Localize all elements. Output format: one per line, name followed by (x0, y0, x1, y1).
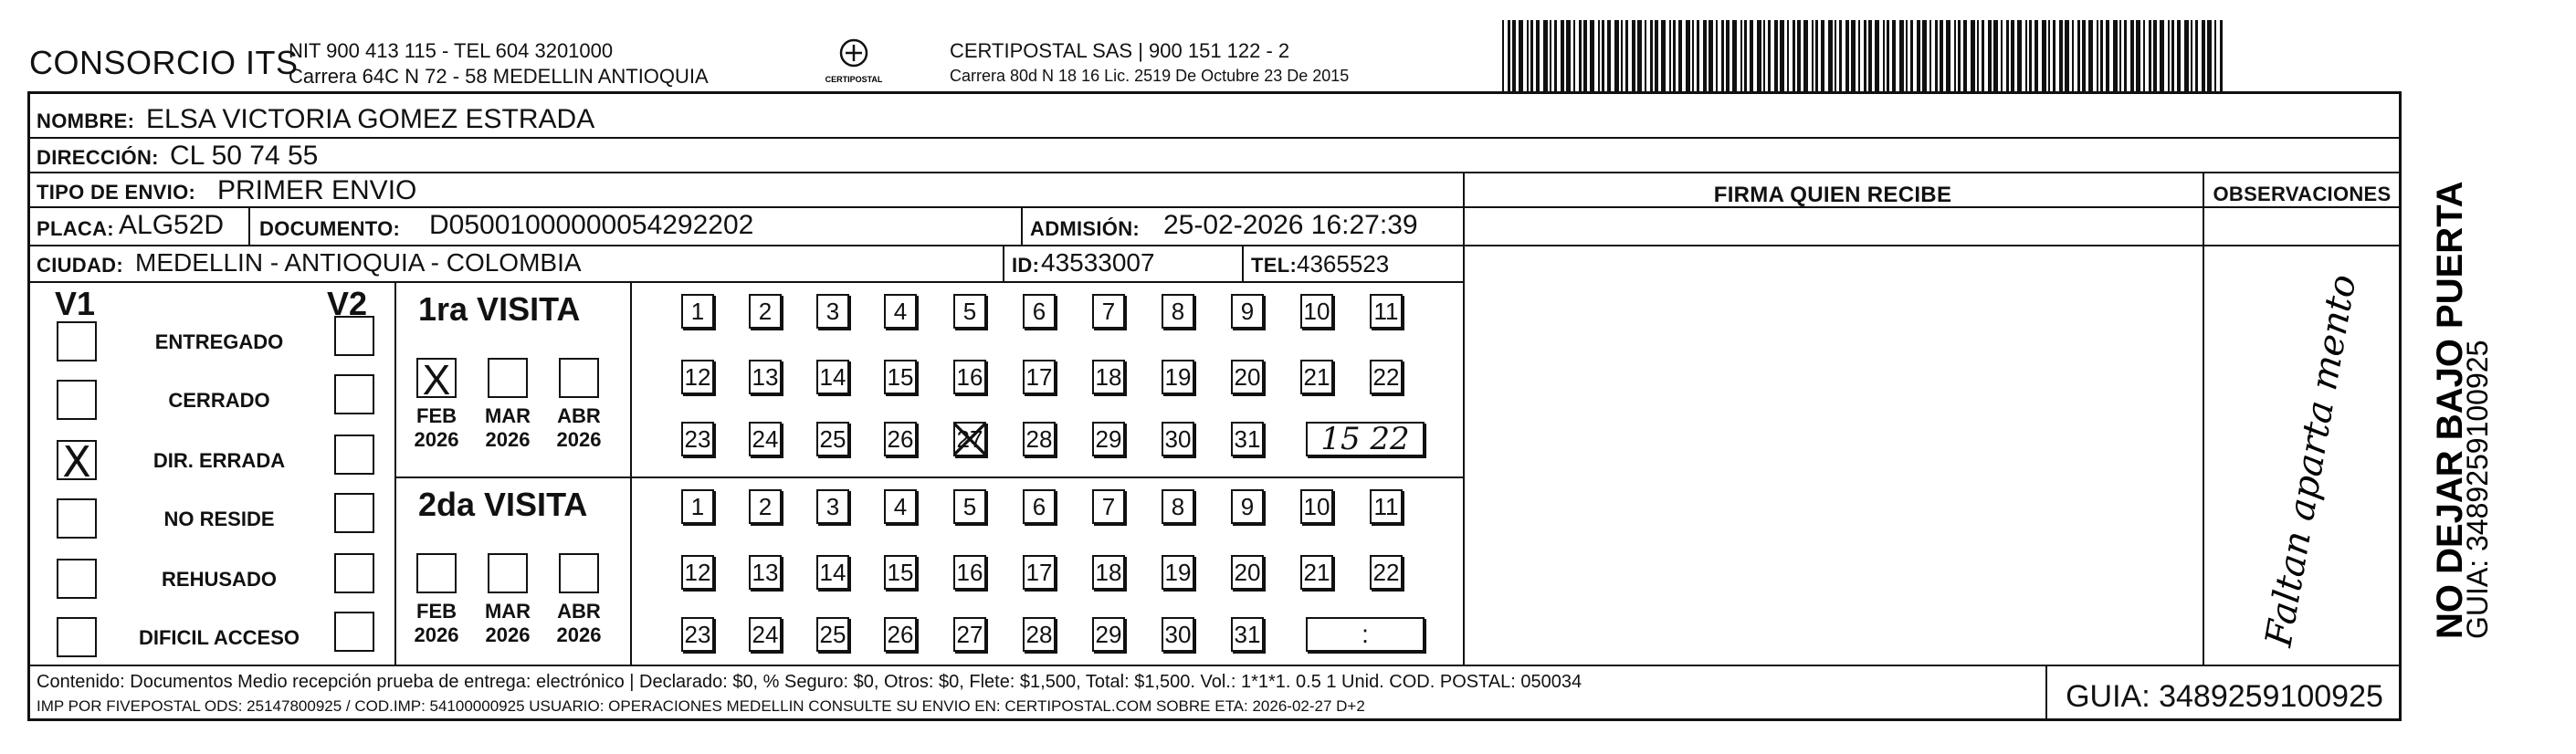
tipo-envio-value: PRIMER ENVIO (217, 175, 417, 205)
month-checkbox[interactable]: X (416, 358, 457, 398)
barcode-bar (1971, 20, 1975, 93)
month-year: 2026 (556, 428, 602, 451)
barcode-bar (2088, 20, 2093, 93)
barcode-bar (1637, 20, 1642, 93)
barcode-bar (2177, 20, 2181, 93)
barcode-bar (1910, 20, 1913, 93)
v1-checkbox[interactable] (57, 559, 97, 599)
barcode-bar (1780, 20, 1784, 93)
barcode-bar (2171, 20, 2174, 93)
barcode-bar (1958, 20, 1961, 93)
barcode-bar (2053, 20, 2056, 93)
day-box[interactable]: 24 (749, 617, 782, 652)
barcode (1502, 20, 2225, 93)
barcode-bar (2048, 20, 2050, 93)
visit-title: 1ra VISITA (418, 290, 581, 328)
v1-label: V1 (55, 285, 96, 322)
barcode-bar (2097, 20, 2098, 93)
barcode-bar (1993, 20, 1998, 93)
barcode-bar (1940, 20, 1943, 93)
day-box[interactable]: 30 (1162, 617, 1194, 652)
barcode-bar (1812, 20, 1814, 93)
barcode-bar (1835, 20, 1836, 93)
nombre-label: NOMBRE: (37, 110, 135, 132)
license-line: Carrera 80d N 18 16 Lic. 2519 De Octubre 23 De 2015 (950, 67, 1350, 85)
barcode-bar (1906, 20, 1908, 93)
day-box[interactable]: 8 (1162, 294, 1194, 329)
certipostal-logo (826, 35, 881, 89)
barcode-bar (1868, 20, 1872, 93)
barcode-bar (1673, 20, 1676, 93)
barcode-bar (2082, 20, 2086, 93)
barcode-bar (1566, 20, 1571, 93)
observaciones-label: OBSERVACIONES (2213, 183, 2392, 205)
day-box[interactable]: 11 (1370, 294, 1403, 329)
barcode-bar (1922, 20, 1927, 93)
guia-box: GUIA: 3489259100925 (2045, 672, 2402, 721)
barcode-bar (1590, 20, 1594, 93)
side-guia: GUIA: 3489259100925 (2461, 340, 2494, 639)
day-box[interactable]: 3 (816, 489, 849, 524)
ciudad-label: CIUDAD: (37, 254, 123, 277)
barcode-bar (2153, 20, 2157, 93)
barcode-bar (1875, 20, 1879, 93)
barcode-bar (1797, 20, 1801, 93)
status-label: REHUSADO (162, 568, 277, 591)
v1-checkbox[interactable] (57, 380, 97, 420)
barcode-bar (1883, 20, 1885, 93)
day-box[interactable]: 4 (884, 489, 917, 524)
barcode-bar (1625, 20, 1628, 93)
barcode-bar (1963, 20, 1967, 93)
barcode-bar (1721, 20, 1724, 93)
barcode-bar (1892, 20, 1896, 93)
v1-checkbox[interactable] (57, 617, 97, 657)
day-box[interactable]: 12 (681, 360, 714, 394)
barcode-bar (2100, 20, 2103, 93)
status-label: NO RESIDE (163, 508, 275, 530)
barcode-bar (1703, 20, 1707, 93)
day-box[interactable]: 7 (1092, 294, 1125, 329)
barcode-bar (2113, 20, 2118, 93)
month-year: 2026 (556, 623, 602, 646)
barcode-bar (1527, 20, 1529, 93)
barcode-bar (1946, 20, 1950, 93)
barcode-bar (1839, 20, 1842, 93)
barcode-bar (1536, 20, 1540, 93)
barcode-bar (2191, 20, 2192, 93)
visit-title: 2da VISITA (418, 486, 588, 523)
barcode-bar (1864, 20, 1866, 93)
time-box[interactable]: 15 22 (1306, 422, 1425, 456)
ciudad-value: MEDELLIN - ANTIOQUIA - COLOMBIA (135, 248, 582, 277)
barcode-bar (2160, 20, 2164, 93)
day-box[interactable]: 7 (1092, 489, 1125, 524)
barcode-bar (1602, 20, 1604, 93)
direccion-label: DIRECCIÓN: (37, 146, 159, 169)
barcode-bar (2072, 20, 2074, 93)
barcode-bar (2149, 20, 2151, 93)
barcode-bar (1740, 20, 1742, 93)
barcode-bar (1726, 20, 1730, 93)
barcode-bar (1917, 20, 1920, 93)
direccion-value: CL 50 74 55 (170, 141, 319, 171)
barcode-bar (2130, 20, 2134, 93)
v2-checkbox[interactable] (334, 612, 374, 652)
day-box[interactable]: 16 (953, 555, 986, 590)
tel-label: TEL: (1251, 254, 1298, 277)
company-name: CONSORCIO ITS (29, 44, 299, 81)
barcode-bar (1632, 20, 1635, 93)
barcode-bar (1598, 20, 1600, 93)
barcode-bar (1763, 20, 1765, 93)
barcode-bar (1686, 20, 1690, 93)
v2-checkbox[interactable] (334, 493, 374, 533)
day-box[interactable]: 12 (681, 555, 714, 590)
barcode-bar (1899, 20, 1904, 93)
barcode-bar (1508, 20, 1510, 93)
day-box[interactable]: 26 (884, 422, 917, 456)
barcode-bar (1621, 20, 1623, 93)
month-label: MAR (484, 600, 531, 623)
barcode-bar (1607, 20, 1611, 93)
barcode-bar (2001, 20, 2003, 93)
id-label: ID: (1012, 254, 1040, 277)
day-box[interactable]: 2 (749, 489, 782, 524)
barcode-bar (2017, 20, 2022, 93)
day-box[interactable]: 25 (816, 422, 849, 456)
day-box[interactable]: 20 (1231, 555, 1264, 590)
status-label: ENTREGADO (154, 330, 284, 353)
day-box[interactable]: 29 (1092, 617, 1125, 652)
observation-handwritten (2237, 271, 2365, 657)
placa-label: PLACA: (37, 217, 114, 240)
barcode-bar (1573, 20, 1575, 93)
day-box[interactable]: 21 (1300, 360, 1333, 394)
day-box[interactable]: 31 (1231, 617, 1264, 652)
barcode-bar (2207, 20, 2212, 93)
barcode-bar (1887, 20, 1889, 93)
time-box[interactable]: : (1306, 617, 1425, 652)
day-box[interactable]: 8 (1162, 489, 1194, 524)
month-year: 2026 (414, 428, 459, 451)
day-box[interactable]: 23 (681, 617, 714, 652)
barcode-bar (1982, 20, 1984, 93)
day-box[interactable]: 28 (1023, 617, 1056, 652)
status-label: DIFICIL ACCESO (138, 626, 300, 649)
day-box[interactable]: 4 (884, 294, 917, 329)
month-checkbox[interactable] (559, 553, 599, 593)
day-box[interactable]: 5 (953, 294, 986, 329)
barcode-bar (2168, 20, 2170, 93)
status-label: DIR. ERRADA (152, 449, 286, 472)
barcode-bar (1858, 20, 1860, 93)
barcode-bar (2202, 20, 2205, 93)
no-dejar-warning: NO DEJAR BAJO PUERTA (2430, 181, 2470, 639)
day-box[interactable]: 1 (681, 294, 714, 329)
barcode-bar (2143, 20, 2145, 93)
barcode-bar (1821, 20, 1824, 93)
month-checkbox[interactable] (559, 358, 599, 398)
barcode-bar (1954, 20, 1956, 93)
barcode-bar (1803, 20, 1808, 93)
month-label: FEB (416, 600, 457, 623)
barcode-bar (1845, 20, 1849, 93)
day-box[interactable]: 1 (681, 489, 714, 524)
svg-text:CERTIPOSTAL: CERTIPOSTAL (825, 75, 883, 84)
barcode-bar (2065, 20, 2069, 93)
barcode-bar (1554, 20, 1557, 93)
day-box[interactable]: 19 (1162, 360, 1194, 394)
barcode-bar (1561, 20, 1564, 93)
documento-value: D05001000000054292202 (429, 210, 754, 240)
month-label: FEB (416, 404, 457, 427)
tipo-envio-label: TIPO DE ENVIO: (37, 181, 196, 204)
day-box[interactable]: 18 (1092, 360, 1125, 394)
day-box[interactable]: 13 (749, 555, 782, 590)
month-checkbox[interactable] (416, 553, 457, 593)
barcode-bar (1977, 20, 1979, 93)
day-box[interactable]: 28 (1023, 422, 1056, 456)
barcode-bar (1787, 20, 1789, 93)
day-box[interactable]: 18 (1092, 555, 1125, 590)
month-year: 2026 (485, 428, 531, 451)
day-box[interactable]: 10 (1300, 489, 1333, 524)
barcode-bar (1692, 20, 1694, 93)
day-box[interactable]: 22 (1370, 360, 1403, 394)
day-box[interactable]: 15 (884, 555, 917, 590)
barcode-bar (1929, 20, 1931, 93)
barcode-bar (2029, 20, 2032, 93)
day-box[interactable]: 5 (953, 489, 986, 524)
barcode-bar (2035, 20, 2038, 93)
v2-checkbox[interactable] (334, 435, 374, 475)
day-box[interactable]: 29 (1092, 422, 1125, 456)
barcode-bar (1732, 20, 1737, 93)
barcode-bar (2077, 20, 2080, 93)
day-box[interactable]: 10 (1300, 294, 1333, 329)
barcode-bar (1519, 20, 1523, 93)
day-box[interactable]: 23 (681, 422, 714, 456)
day-box[interactable]: 22 (1370, 555, 1403, 590)
month-checkbox[interactable] (488, 358, 528, 398)
day-box[interactable]: 9 (1231, 294, 1264, 329)
svg-text:Faltan aparta mento: Faltan aparta mento (2257, 271, 2365, 650)
barcode-bar (2011, 20, 2014, 93)
day-box[interactable]: 24 (749, 422, 782, 456)
day-box[interactable]: 14 (816, 555, 849, 590)
company-address: Carrera 64C N 72 - 58 MEDELLIN ANTIOQUIA (289, 65, 709, 88)
barcode-bar (1793, 20, 1795, 93)
barcode-bar (2025, 20, 2027, 93)
barcode-bar (2006, 20, 2009, 93)
barcode-bar (1655, 20, 1658, 93)
day-box[interactable]: 30 (1162, 422, 1194, 456)
barcode-bar (2042, 20, 2046, 93)
barcode-bar (1661, 20, 1666, 93)
barcode-bar (1774, 20, 1778, 93)
barcode-bar (1697, 20, 1699, 93)
tel-value: 4365523 (1297, 250, 1390, 278)
footer-print-line: IMP POR FIVEPOSTAL ODS: 25147800925 / COD.IMP: 54100000925 USUARIO: OPERACIONES MEDELLIN CONSULTE SU ENVIO EN: CERTIPOSTAL.COM SOBRE ETA: 2026-02-27 D+2 (37, 697, 1365, 715)
barcode-bar (1988, 20, 1992, 93)
id-value: 43533007 (1041, 248, 1155, 277)
v1-checkbox[interactable] (57, 321, 97, 361)
barcode-bar (1744, 20, 1747, 93)
day-box[interactable]: 27 (953, 422, 986, 456)
barcode-bar (2059, 20, 2063, 93)
day-box[interactable]: 19 (1162, 555, 1194, 590)
documento-label: DOCUMENTO: (259, 217, 401, 240)
day-box[interactable]: 15 (884, 360, 917, 394)
barcode-bar (2214, 20, 2216, 93)
v1-checkbox[interactable] (57, 498, 97, 539)
month-checkbox[interactable] (488, 553, 528, 593)
month-year: 2026 (414, 623, 459, 646)
barcode-bar (1815, 20, 1818, 93)
day-box[interactable]: 6 (1023, 294, 1056, 329)
v2-label: V2 (327, 285, 368, 322)
barcode-bar (1579, 20, 1582, 93)
barcode-bar (1669, 20, 1671, 93)
barcode-bar (1750, 20, 1753, 93)
placa-value: ALG52D (119, 210, 225, 240)
barcode-bar (1614, 20, 1619, 93)
day-box[interactable]: 26 (884, 617, 917, 652)
day-box[interactable]: 13 (749, 360, 782, 394)
v2-checkbox[interactable] (334, 553, 374, 593)
day-box[interactable]: 16 (953, 360, 986, 394)
nombre-value: ELSA VICTORIA GOMEZ ESTRADA (146, 104, 595, 134)
month-label: ABR (557, 600, 601, 623)
day-box[interactable]: 17 (1023, 360, 1056, 394)
barcode-bar (1678, 20, 1682, 93)
barcode-bar (1851, 20, 1856, 93)
barcode-bar (1550, 20, 1551, 93)
footer-content-line: Contenido: Documentos Medio recepción prueba de entrega: electrónico | Declarado: $0, % Seguro: $0, Otros: $0, Flete: $1,500, Total: $1,500. Vol.: 1*1*1. 0.5 1 Unid. COD. POSTAL: 050034 (37, 672, 1582, 692)
day-box[interactable]: 31 (1231, 422, 1264, 456)
day-box[interactable]: 3 (816, 294, 849, 329)
admision-value: 25-02-2026 16:27:39 (1163, 210, 1418, 240)
barcode-bar (2124, 20, 2127, 93)
barcode-bar (2106, 20, 2109, 93)
day-box[interactable]: 17 (1023, 555, 1056, 590)
barcode-bar (1512, 20, 1516, 93)
day-box[interactable]: 9 (1231, 489, 1264, 524)
barcode-bar (1716, 20, 1718, 93)
barcode-bar (2195, 20, 2198, 93)
barcode-bar (1543, 20, 1548, 93)
day-box[interactable]: 20 (1231, 360, 1264, 394)
barcode-bar (1650, 20, 1653, 93)
v2-checkbox[interactable] (334, 316, 374, 356)
barcode-bar (1935, 20, 1938, 93)
barcode-bar (1502, 20, 1504, 93)
day-box[interactable]: 14 (816, 360, 849, 394)
barcode-bar (2119, 20, 2121, 93)
barcode-bar (1583, 20, 1587, 93)
day-box[interactable]: 2 (749, 294, 782, 329)
day-box[interactable]: 11 (1370, 489, 1403, 524)
day-box[interactable]: 21 (1300, 555, 1333, 590)
nit-line: NIT 900 413 115 - TEL 604 3201000 (289, 39, 614, 62)
certipostal-line: CERTIPOSTAL SAS | 900 151 122 - 2 (950, 39, 1290, 62)
v2-checkbox[interactable] (334, 374, 374, 414)
status-label: CERRADO (168, 389, 270, 412)
barcode-bar (2184, 20, 2189, 93)
barcode-bar (2220, 20, 2223, 93)
barcode-bar (1645, 20, 1646, 93)
day-box[interactable]: 27 (953, 617, 986, 652)
day-box[interactable]: 25 (816, 617, 849, 652)
barcode-bar (1530, 20, 1533, 93)
barcode-bar (2136, 20, 2140, 93)
month-year: 2026 (485, 623, 531, 646)
admision-label: ADMISIÓN: (1030, 217, 1141, 240)
month-label: ABR (557, 404, 601, 427)
barcode-bar (1828, 20, 1833, 93)
firma-label: FIRMA QUIEN RECIBE (1713, 183, 1952, 207)
month-label: MAR (484, 404, 531, 427)
barcode-bar (1757, 20, 1761, 93)
barcode-bar (1768, 20, 1771, 93)
barcode-bar (1709, 20, 1713, 93)
side-text (2418, 91, 2494, 721)
day-box[interactable]: 6 (1023, 489, 1056, 524)
v1-checkbox[interactable]: X (57, 440, 97, 480)
